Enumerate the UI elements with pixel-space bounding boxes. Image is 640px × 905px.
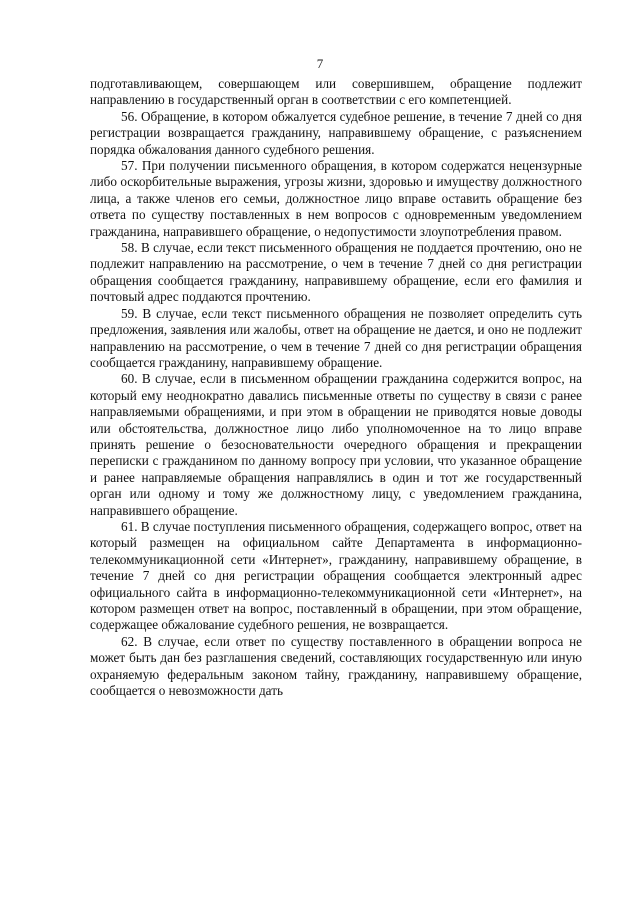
paragraph-continuation bbox=[90, 76, 582, 109]
paragraph-57 bbox=[90, 158, 582, 240]
paragraph-number: 57. bbox=[121, 158, 138, 174]
paragraph-text: подготавливающем, совершающем или совершившем, обращение подлежит направлению в государственный орган в соответствии с его компетенцией. bbox=[90, 76, 582, 108]
paragraph-number: 61. bbox=[121, 518, 138, 534]
paragraph-number: 59. bbox=[121, 305, 138, 321]
document-text bbox=[90, 76, 582, 699]
paragraph-text: При получении письменного обращения, в котором содержатся нецензурные либо оскорбительные выражения, угрозы жизни, здоровью и имуществу должностного лица, а также членов его семьи, должностное лицо вправе оставить обращение без ответа по существу поставленных в нем вопросов с одновременным уведомлением гражданина, направившего обращение, о недопустимости злоупотребления правом. bbox=[90, 158, 583, 239]
paragraph-number: 58. bbox=[121, 240, 138, 256]
paragraph-text: В случае, если текст письменного обращения не позволяет определить суть предложения, заявления или жалобы, ответ на обращение не дается, и оно не подлежит направлению на рассмотрение, о чем в течение 7 дней со дня регистрации обращения сообщается гражданину, направившему обращение. bbox=[90, 305, 582, 370]
paragraph-number: 60. bbox=[121, 371, 138, 387]
paragraph-number: 56. bbox=[121, 108, 138, 124]
paragraph-text: В случае, если в письменном обращении гражданина содержится вопрос, на который ему неоднократно давались письменные ответы по существу в связи с ранее направляемыми обращениями, и при этом в обращении не приводятся новые доводы или обстоятельства, должностное лицо либо уполномоченное на то лицо вправе принять решение о безосновательности очередного обращения и прекращении переписки с гражданином по данному вопросу при условии, что указанное обращение и ранее направляемые обращения направлялись в один и тот же государственный орган или одному и тому же должностному лицу, с уведомлением гражданина, направившего обращение. bbox=[90, 371, 583, 518]
paragraph-text: Обращение, в котором обжалуется судебное решение, в течение 7 дней со дня регистрации возвращается гражданину, направившему обращение, с разъяснением порядка обжалования данного судебного решения. bbox=[90, 108, 583, 157]
paragraph-56 bbox=[90, 109, 582, 158]
page-number: 7 bbox=[316, 56, 324, 71]
paragraph-text: В случае, если ответ по существу поставленного в обращении вопроса не может быть дан без разглашения сведений, составляющих государственную или иную охраняемую федеральным законом тайну, гражданину, направившему обращение, сообщается о невозможности дать bbox=[90, 633, 583, 699]
paragraph-58 bbox=[90, 240, 582, 306]
paragraph-59 bbox=[90, 306, 582, 372]
paragraph-text: В случае, если текст письменного обращения не поддается прочтению, оно не подлежит направлению на рассмотрение, о чем в течение 7 дней со дня регистрации обращения сообщается гражданину, направившему обращение, если его фамилия и почтовый адрес поддаются прочтению. bbox=[90, 240, 583, 305]
paragraph-62 bbox=[90, 634, 582, 700]
paragraph-text: В случае поступления письменного обращения, содержащего вопрос, ответ на который размещен на официальном сайте Департамента в информационно-телекоммуникационной сети «Интернет», гражданину, направившему обращение, в течение 7 дней со дня регистрации обращения сообщается электронный адрес официального сайта в информационно-телекоммуникационной сети «Интернет», на котором размещен ответ на вопрос, поставленный в обращении, при этом обращение, содержащее обжалование судебного решения, не возвращается. bbox=[90, 518, 582, 633]
paragraph-number: 62. bbox=[121, 633, 138, 649]
paragraph-60 bbox=[90, 371, 582, 519]
paragraph-61 bbox=[90, 519, 582, 634]
